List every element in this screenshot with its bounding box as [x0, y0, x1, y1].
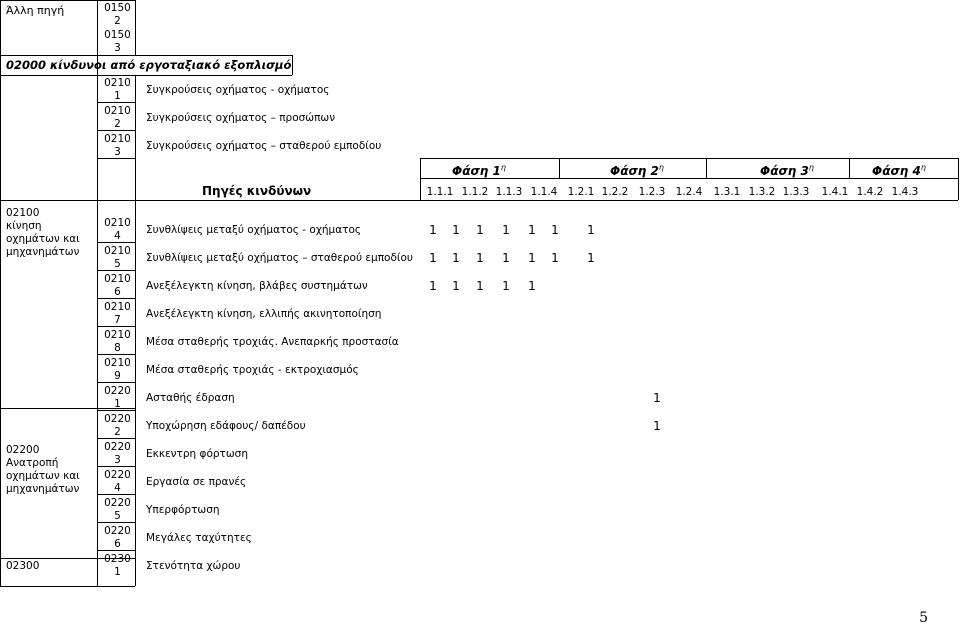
phase-mark: 1: [452, 251, 460, 265]
page-number: 5: [919, 610, 928, 626]
hazard-description: Μέσα σταθερής τροχιάς. Ανεπαρκής προστασία: [146, 336, 399, 348]
code-cell: 0150 2: [104, 2, 131, 27]
subphase-header: 1.2.2: [601, 186, 629, 198]
hazard-description: Συγκρούσεις οχήματος – προσώπων: [146, 112, 336, 124]
phase-mark: 1: [528, 279, 536, 293]
subphase-header: 1.2.4: [675, 186, 703, 198]
hazard-description: Ανεξέλεγκτη κίνηση, ελλιπής ακινητοποίηση: [146, 308, 382, 320]
subphase-header: 1.2.1: [567, 186, 595, 198]
hazard-description: Ανεξέλεγκτη κίνηση, βλάβες συστημάτων: [146, 280, 368, 292]
code-cell: 0210 8: [104, 329, 131, 354]
code-cell: 0220 6: [104, 525, 131, 550]
phase-mark: 1: [476, 223, 484, 237]
phase-mark: 1: [502, 279, 510, 293]
subphase-header: 1.4.1: [821, 186, 849, 198]
code-cell: 0220 1: [104, 385, 131, 410]
phase-mark: 1: [551, 251, 559, 265]
hazard-description: Ασταθής έδραση: [146, 392, 235, 404]
code-cell: 0210 6: [104, 273, 131, 298]
hazard-description: Στενότητα χώρου: [146, 560, 241, 572]
phase-header: Φάση $4^\eta$: [872, 163, 926, 178]
phase-mark: 1: [429, 223, 437, 237]
section-title: 02000 κίνδυνοι από εργοταξιακό εξοπλισμό: [6, 58, 292, 72]
group-label-02300: 02300: [6, 560, 40, 572]
group-label-02200: 02200 Ανατροπή οχημάτων και μηχανημάτων: [6, 444, 80, 495]
subphase-header: 1.3.1: [713, 186, 741, 198]
hazard-description: Συγκρούσεις οχήματος – σταθερού εμποδίου: [146, 140, 382, 152]
subphase-header: 1.1.3: [495, 186, 523, 198]
subphase-header: 1.1.2: [461, 186, 489, 198]
phase-header: Φάση $2^\eta$: [610, 163, 664, 178]
hazard-description: Υποχώρηση εδάφους/ δαπέδου: [146, 420, 306, 432]
phase-mark: 1: [528, 223, 536, 237]
hazard-description: Συνθλίψεις μεταξύ οχήματος - οχήματος: [146, 224, 362, 236]
hazard-description: Υπερφόρτωση: [146, 504, 220, 516]
hazard-description: Συγκρούσεις οχήματος - οχήματος: [146, 84, 330, 96]
group-label-02100: 02100 κίνηση οχημάτων και μηχανημάτων: [6, 207, 80, 258]
phase-mark: 1: [452, 223, 460, 237]
code-cell: 0220 5: [104, 497, 131, 522]
phase-mark: 1: [502, 223, 510, 237]
phase-mark: 1: [476, 279, 484, 293]
code-cell: 0210 2: [104, 105, 131, 130]
phase-header: Φάση $3^\eta$: [760, 163, 814, 178]
code-cell: 0150 3: [104, 29, 131, 54]
sources-header: Πηγές κινδύνων: [202, 184, 312, 198]
code-cell: 0210 9: [104, 357, 131, 382]
code-cell: 0220 4: [104, 469, 131, 494]
phase-mark: 1: [587, 251, 595, 265]
hazard-description: Εργασία σε πρανές: [146, 476, 247, 488]
subphase-header: 1.1.4: [530, 186, 558, 198]
subphase-header: 1.1.1: [426, 186, 454, 198]
phase-mark: 1: [502, 251, 510, 265]
hazard-description: Μέσα σταθερής τροχιάς - εκτροχιασμός: [146, 364, 359, 376]
code-cell: 0220 2: [104, 413, 131, 438]
phase-mark: 1: [587, 223, 595, 237]
hazard-description: Εκκεντρη φόρτωση: [146, 448, 248, 460]
code-cell: 0230 1: [104, 553, 131, 578]
phase-mark: 1: [528, 251, 536, 265]
phase-mark: 1: [551, 223, 559, 237]
phase-mark: 1: [452, 279, 460, 293]
subphase-header: 1.3.2: [748, 186, 776, 198]
subphase-header: 1.2.3: [638, 186, 666, 198]
phase-mark: 1: [653, 391, 661, 405]
code-cell: 0210 3: [104, 133, 131, 158]
phase-header: Φάση $1^\eta$: [452, 163, 506, 178]
code-cell: 0210 7: [104, 301, 131, 326]
other-source-label: Άλλη πηγή: [6, 4, 65, 17]
phase-mark: 1: [429, 251, 437, 265]
phase-mark: 1: [429, 279, 437, 293]
subphase-header: 1.4.2: [856, 186, 884, 198]
subphase-header: 1.3.3: [782, 186, 810, 198]
code-cell: 0210 5: [104, 245, 131, 270]
hazard-description: Συνθλίψεις μεταξύ οχήματος – σταθερού εμποδίου: [146, 252, 413, 264]
phase-mark: 1: [476, 251, 484, 265]
code-cell: 0210 4: [104, 217, 131, 242]
code-cell: 0220 3: [104, 441, 131, 466]
code-cell: 0210 1: [104, 77, 131, 102]
hazard-description: Μεγάλες ταχύτητες: [146, 532, 252, 544]
phase-mark: 1: [653, 419, 661, 433]
subphase-header: 1.4.3: [891, 186, 919, 198]
